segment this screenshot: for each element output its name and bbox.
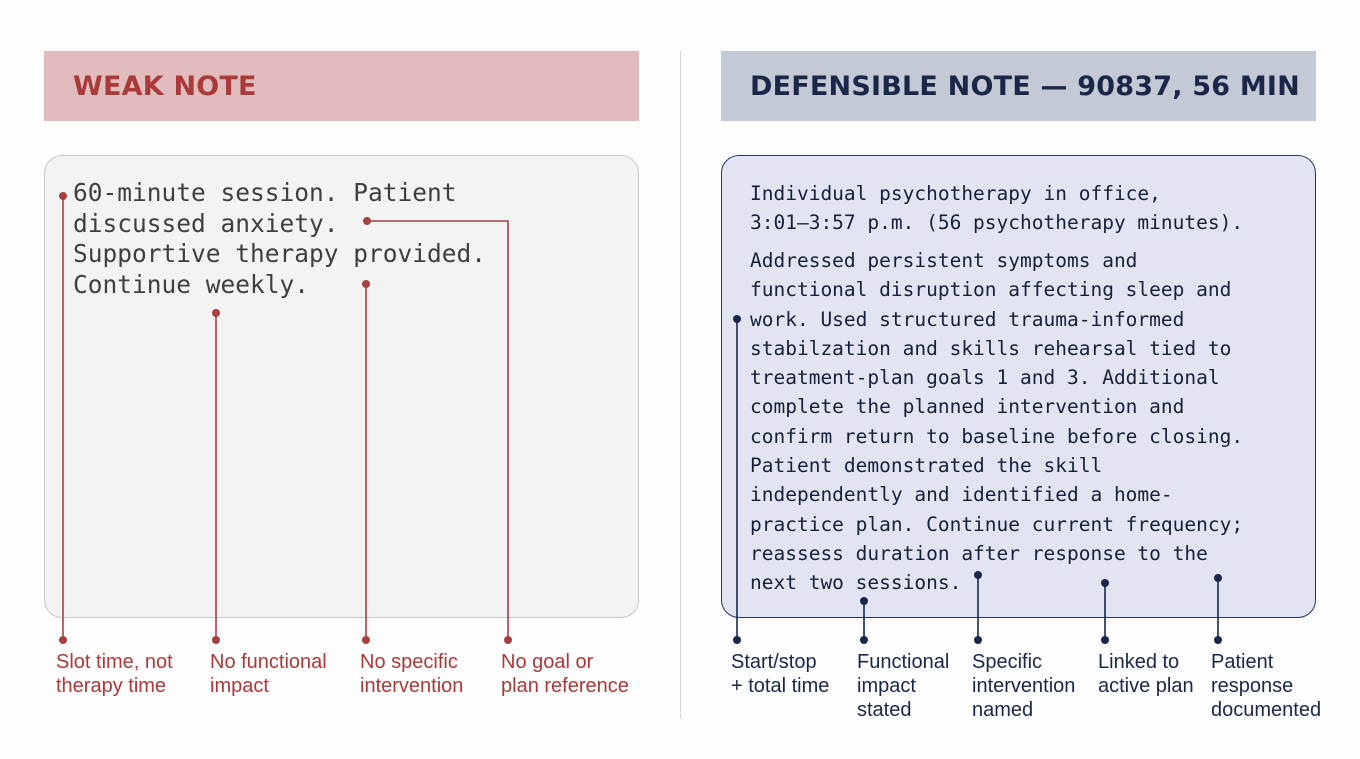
connector-goal-reference <box>367 221 508 640</box>
weak-note-text: 60-minute session. Patient discussed anxiety. Supportive therapy provided. Continue weekly. <box>73 178 487 299</box>
callout-linked-to-active-plan: Linked to active plan <box>1098 651 1194 697</box>
dot <box>1101 636 1109 644</box>
dot <box>974 571 982 579</box>
callout-no-specific-intervention: No specific intervention <box>360 651 464 697</box>
callout-no-functional-impact: No functional impact <box>210 651 327 697</box>
dot <box>362 636 370 644</box>
dot <box>212 636 220 644</box>
callout-no-goal-reference: No goal or plan reference <box>501 651 629 697</box>
dot <box>504 636 512 644</box>
weak-note-title: WEAK NOTE <box>73 70 257 102</box>
strong-connectors <box>737 319 1218 640</box>
dot <box>860 636 868 644</box>
dot <box>1101 579 1109 587</box>
dot <box>860 597 868 605</box>
dot <box>1214 636 1222 644</box>
callout-slot-time: Slot time, not therapy time <box>56 651 173 697</box>
callout-start-stop-time: Start/stop + total time <box>731 651 830 697</box>
weak-connectors <box>63 196 508 640</box>
dot <box>362 280 370 288</box>
defensible-note-paragraph-1: Individual psychotherapy in office, 3:01–3:57 p.m. (56 psychotherapy minutes). <box>750 182 1244 235</box>
dot <box>59 636 67 644</box>
weak-connector-dots <box>59 192 512 644</box>
callout-patient-response-documented: Patient response documented <box>1211 651 1322 721</box>
dot <box>212 309 220 317</box>
defensible-note-title: DEFENSIBLE NOTE — 90837, 56 MIN <box>750 70 1300 102</box>
defensible-note-paragraph-2: Addressed persistent symptoms and functional disruption affecting sleep and work. Used structured trauma-informed stabilzation and skills rehearsal tied to treatment-plan goals 1 and 3. Additional complete the planned intervention and confirm return to baseline before closing. Patient demonstrated the skill independently and identified a home- practice plan. Continue current frequency; reassess duration after response to the next two sessions. <box>750 249 1244 595</box>
dot <box>59 192 67 200</box>
callout-functional-impact-stated: Functional impact stated <box>857 651 950 721</box>
callout-specific-intervention-named: Specific intervention named <box>972 651 1076 721</box>
dot <box>733 315 741 323</box>
dot <box>1214 574 1222 582</box>
dot <box>733 636 741 644</box>
dot <box>974 636 982 644</box>
dot <box>363 217 371 225</box>
